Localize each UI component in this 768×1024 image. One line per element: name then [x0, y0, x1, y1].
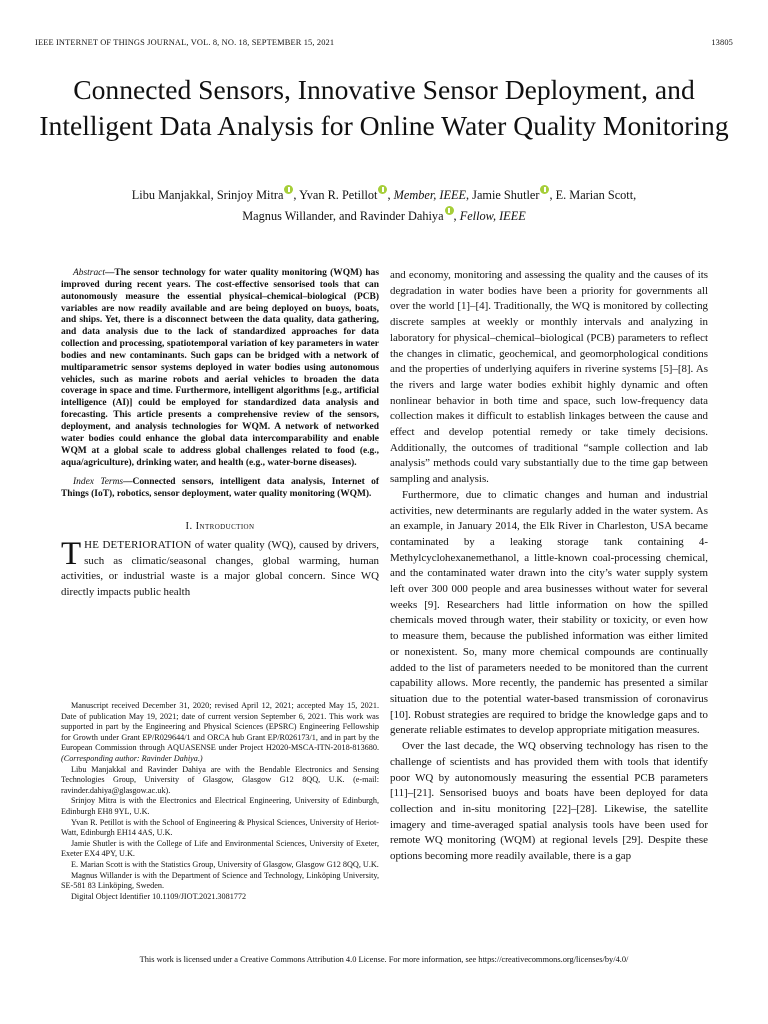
section-number: I.	[185, 521, 193, 533]
index-terms: Index Terms—Connected sensors, intelligent data analysis, Internet of Things (IoT), robotics, sensor deployment, water quality monitoring (WQM).	[61, 477, 379, 500]
intro-text: of water quality (WQ), caused by drivers, such as climatic/seasonal changes, global warming, human activities, or industrial waste is a major global concern. Since WQ directly impacts public health	[61, 539, 380, 599]
abstract-text: The sensor technology for water quality monitoring (WQM) has improved during recent years. The cost-effective sensorised tools that can autonomously measure the essential physical–chemical–biological (PCB) variables are now readily available and are being deployed on buoys, boats, and ships. Yet, there is a disconnect between the data quality, data gathering, and data analysis due to the lack of standardized approaches for data collection and processing, spatiotemporal variation of key parameters in water bodies and new contaminants. Such gaps can be bridged with a network of multiparametric sensor systems deployed in water bodies using autonomous vehicles, such as marine robots and aerial vehicles to broaden the data coverage in space and time. Furthermore, intelligent algorithms [e.g., artificial intelligence (AI)] could be employed for standardized data analysis and forecasting. This article presents a comprehensive review of the sensors, deployment, and analysis technologies for WQM. A network of networked water bodies could enhance the global data intercomparability and enable WQM at a global scale to address global challenges related to food (e.g., aqua/agriculture), drinking water, and health (e.g., water-borne diseases).	[61, 268, 379, 468]
orcid-icon[interactable]	[445, 206, 454, 215]
paper-title: Connected Sensors, Innovative Sensor Deployment, and Intelligent Data Analysis for Online Water Quality Monitoring	[39, 74, 729, 141]
journal-name: IEEE INTERNET OF THINGS JOURNAL, VOL. 8, NO. 18, SEPTEMBER 15, 2021	[35, 38, 335, 47]
footnote-manuscript-text: Manuscript received December 31, 2020; revised April 12, 2021; accepted May 15, 2021. Date of publication May 19, 2021; date of current version September 6, 2021. This work was supported in part by the Engineering and Physical Sciences (EPSRC) Engineering Fellowship for Growth under Grant EP/R029644/1 and ORCA hub Grant EP/R026173/1, and in part by the European Commission through AQUASENSE under Project H2020-MSCA-ITN-2018-813680.	[61, 701, 379, 753]
footnote-affiliation: Magnus Willander is with the Department of Science and Technology, Linköping University, SE-581 83 Linköping, Sweden.	[61, 870, 379, 891]
footnote-affiliation: Libu Manjakkal and Ravinder Dahiya are with the Bendable Electronics and Sensing Technologies Group, University of Glasgow, Glasgow G12 8QQ, U.K. (e-mail: ravinder.dahiya@glasgow.ac.uk).	[61, 764, 379, 795]
footnote-affiliation: E. Marian Scott is with the Statistics Group, University of Glasgow, Glasgow G12 8QQ, U.K.	[71, 859, 379, 869]
right-column	[390, 268, 708, 865]
author-role-member: Member, IEEE	[393, 188, 467, 202]
author-names-4: , E. Marian Scott,	[549, 188, 637, 202]
intro-paragraph-1-cont: and economy, monitoring and assessing the quality and the causes of its degradation in water bodies have been a priority for governments all over the world [1]–[4]. Traditionally, the WQ is monitored by collecting discrete samples at weekly or monthly intervals and analyzing in laboratory for physical–chemical–biological (PCB) parameters to reflect the changes in climatic, geochemical, and geomorphological conditions and the properties of underlying aquifers in riverine systems [5]–[8]. As the rivers and large water bodies exhibit highly dynamic and often nonlinear behavior in both time and space, such low-frequency data collection makes it difficult to establish linkages between the cause and effect and develop potential remedy or take timely decisions. Additionally, the outcomes of traditional “sample collection and lab analysis” methods could vary substantially due to the time gap between sampling and analysis.	[390, 269, 708, 486]
corresponding-author: (Corresponding author: Ravinder Dahiya.)	[61, 753, 203, 763]
author-names-1: Libu Manjakkal, Srinjoy Mitra	[131, 188, 284, 202]
footnotes	[61, 701, 379, 902]
author-names-2: , Yvan R. Petillot	[293, 188, 378, 202]
intro-uppercase: HE DETERIORATION	[84, 539, 192, 552]
license-notice: This work is licensed under a Creative Commons Attribution 4.0 License. For more information, see https://creativecommons.org/licenses/by/4.0/	[139, 955, 629, 964]
abstract: Abstract—The sensor technology for water quality monitoring (WQM) has improved during recent years. The cost-effective sensorised tools that can autonomously measure the essential physical–chemical–biological (PCB) variables are now readily available and are being deployed on buoys, boats, and ships. Yet, there is a disconnect between the data quality, data gathering, and data analysis due to the lack of standardized approaches for data collection and processing, spatiotemporal variation of key parameters in water bodies and new contaminants. Such gaps can be bridged with a network of multiparametric sensor systems deployed in water bodies using autonomous vehicles, such as marine robots and aerial vehicles to broaden the data coverage in space and time. Furthermore, intelligent algorithms [e.g., artificial intelligence (AI)] could be employed for standardized data analysis and forecasting. This article presents a comprehensive review of the sensors, deployment, and analysis technologies for WQM. A network of networked water bodies could enhance the global data intercomparability and enable WQM at a global scale to address global challenges related to food (e.g., aqua/agriculture), drinking water, and health (e.g., water-borne diseases).	[61, 268, 379, 468]
footnote-affiliation: Jamie Shutler is with the College of Life and Environmental Sciences, University of Exeter, Exeter EX4 4PY, U.K.	[61, 838, 379, 859]
author-list: Libu Manjakkal, Srinjoy Mitra , Yvan R. Petillot , Member, IEEE, Jamie Shutler , E. Marian Scott, Magnus Willander, and Ravinder Dahiya , Fellow, IEEE	[30, 185, 738, 226]
running-header	[35, 38, 733, 52]
section-title: Introduction	[195, 521, 255, 533]
footnote-affiliation: Yvan R. Petillot is with the School of Engineering & Physical Sciences, University of Heriot-Watt, Edinburgh EH14 4AS, U.K.	[61, 817, 379, 838]
orcid-icon[interactable]	[378, 185, 387, 194]
drop-cap: T	[61, 536, 82, 573]
intro-paragraph-3: Over the last decade, the WQ observing technology has risen to the challenge of scientists and has provided them with tools that identify poor WQ by autonomously measuring the essential PCB parameters [11]–[21]. Sensorised buoys and boats have been deployed for data collection and in-situ monitoring [22]–[28]. Likewise, the satellite imagery and time-averaged spatial analysis tools have been used for remote WQ monitoring (WQM) at regional levels [29]. Despite these options becoming more readily available, there is a gap	[390, 740, 708, 863]
section-heading	[61, 521, 379, 532]
footnote-manuscript	[61, 701, 379, 765]
intro-paragraph-2: Furthermore, due to climatic changes and human and industrial activities, new determinants are regularly added in the water system. As an example, in January 2014, the Elk River in Charleston, USA became contaminated by a leaking storage tank containing 4-Methylcyclohexanemethanol, a little-known coal-processing chemical, and the contaminated water drawn into the city’s water supply system left over 300 000 people and area businesses without water for several weeks [9]. Researchers had little information on how the spilled chemicals moved through water, their stability or toxicity, or even how to measure them, because the published information was either limited or nonexistent. So, many more chemical compounds are continually added to the list of parameters needed to be monitored than the current capability allows. More recently, the pandemic has presented a similar situation due to the potential water-based transmission of coronavirus [10]. Robust strategies are required to bridge the knowledge gaps and to generate reliable estimates to develop appropriate mitigation measures.	[390, 488, 708, 737]
abstract-lead: Abstract	[73, 268, 105, 278]
intro-paragraph-1	[61, 538, 379, 601]
page-number: 13805	[711, 38, 733, 47]
author-names-3: , Jamie Shutler	[466, 188, 540, 202]
index-terms-lead: Index Terms	[73, 477, 124, 488]
author-role-fellow: Fellow, IEEE	[459, 208, 526, 223]
index-terms-text: Connected sensors, intelligent data analysis, Internet of Things (IoT), robotics, sensor deployment, water quality monitoring (WQM).	[61, 477, 379, 500]
footnote-affiliation: Srinjoy Mitra is with the Electronics and Electrical Engineering, University of Edinburgh, Edinburgh EH8 9YL, U.K.	[61, 796, 379, 816]
left-column	[61, 268, 379, 601]
author-names-5: Magnus Willander, and Ravinder Dahiya	[242, 208, 444, 223]
footnote-doi: Digital Object Identifier 10.1109/JIOT.2021.3081772	[71, 891, 247, 901]
